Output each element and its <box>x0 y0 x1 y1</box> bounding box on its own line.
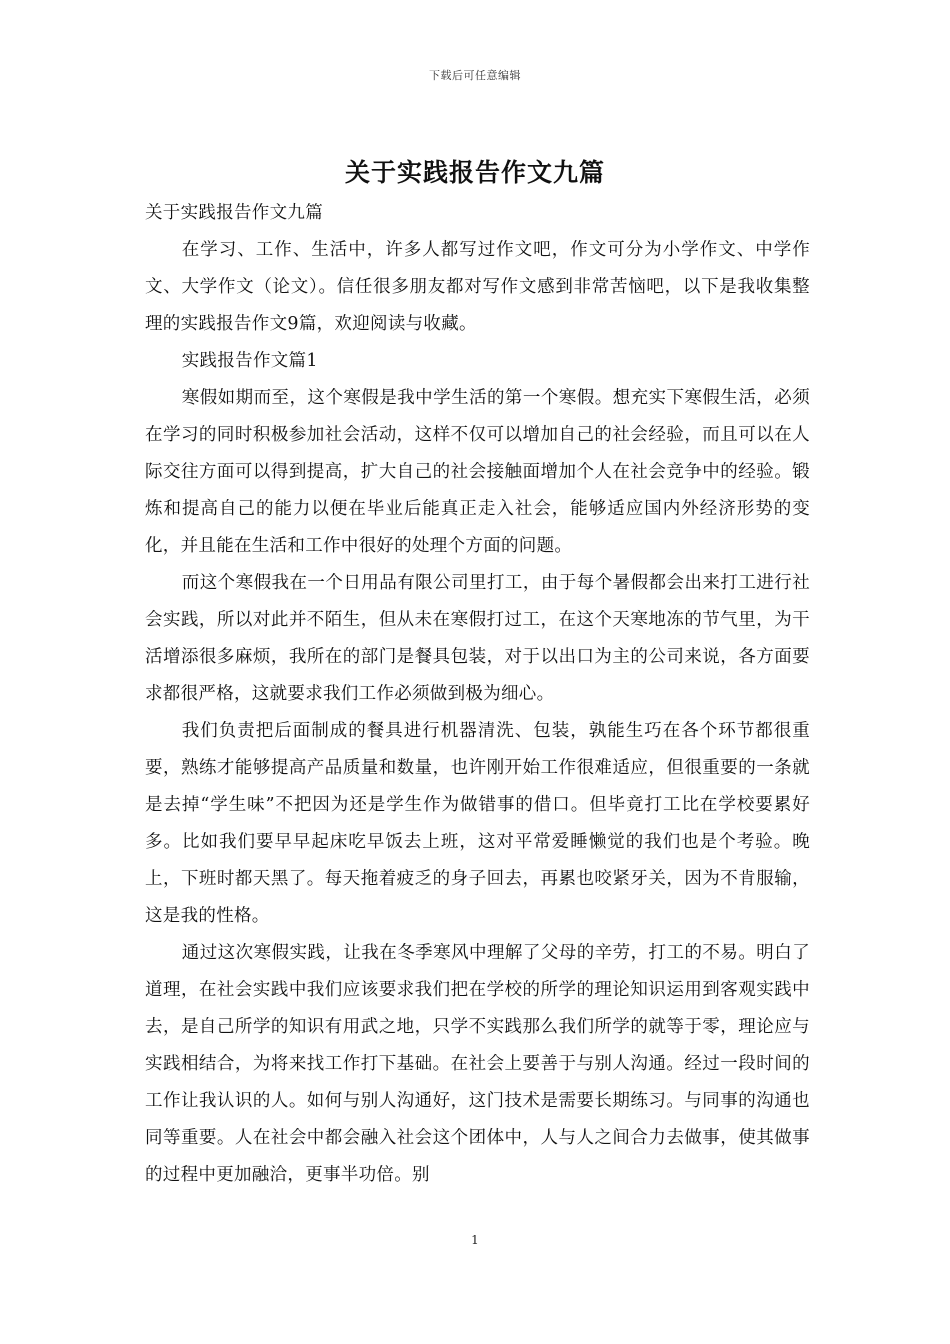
body-paragraph: 寒假如期而至，这个寒假是我中学生活的第一个寒假。想充实下寒假生活，必须在学习的同时积极参加社会活动，这样不仅可以增加自己的社会经验，而且可以在人际交往方面可以得到提高，扩大自己的社会接触面增加个人在社会竞争中的经验。锻炼和提高自己的能力以便在毕业后能真正走入社会，能够适应国内外经济形势的变化，并且能在生活和工作中很好的处理个方面的问题。 <box>145 388 810 556</box>
body-paragraph: 而这个寒假我在一个日用品有限公司里打工，由于每个暑假都会出来打工进行社会实践，所以对此并不陌生，但从未在寒假打过工，在这个天寒地冻的节气里，为干活增添很多麻烦，我所在的部门是餐具包装，对于以出口为主的公司来说，各方面要求都很严格，这就要求我们工作必须做到极为细心。 <box>145 573 810 704</box>
body-paragraph: 通过这次寒假实践，让我在冬季寒风中理解了父母的辛劳，打工的不易。明白了道理，在社会实践中我们应该要求我们把在学校的所学的理论知识运用到客观实践中去，是自己所学的知识有用武之地，只学不实践那么我们所学的就等于零，理论应与实践相结合，为将来找工作打下基础。在社会上要善于与别人沟通。经过一段时间的工作让我认识的人。如何与别人沟通好，这门技术是需要长期练习。与同事的沟通也同等重要。人在社会中都会融入社会这个团体中，人与人之间合力去做事，使其做事的过程中更加融洽，更事半功倍。别 <box>145 943 810 1185</box>
body-paragraph: 我们负责把后面制成的餐具进行机器清洗、包装，孰能生巧在各个环节都很重要，熟练才能够提高产品质量和数量，也许刚开始工作很难适应，但很重要的一条就是去掉“学生味”不把因为还是学生作为做错事的借口。但毕竟打工比在学校要累好多。比如我们要早早起床吃早饭去上班，这对平常爱睡懒觉的我们也是个考验。晚上，下班时都天黑了。每天拖着疲乏的身子回去，再累也咬紧牙关，因为不肯服输，这是我的性格。 <box>145 721 810 926</box>
document-subtitle: 关于实践报告作文九篇 <box>145 203 323 223</box>
document-title: 关于实践报告作文九篇 <box>344 158 605 187</box>
page-number: 1 <box>471 1233 479 1247</box>
section-heading: 实践报告作文篇1 <box>181 351 318 371</box>
intro-paragraph: 在学习、工作、生活中，许多人都写过作文吧，作文可分为小学作文、中学作文、大学作文（论文）。信任很多朋友都对写作文感到非常苦恼吧，以下是我收集整理的实践报告作文9篇，欢迎阅读与收藏。 <box>145 240 810 334</box>
header-note: 下载后可任意编辑 <box>429 69 521 82</box>
document-body <box>145 195 810 1194</box>
